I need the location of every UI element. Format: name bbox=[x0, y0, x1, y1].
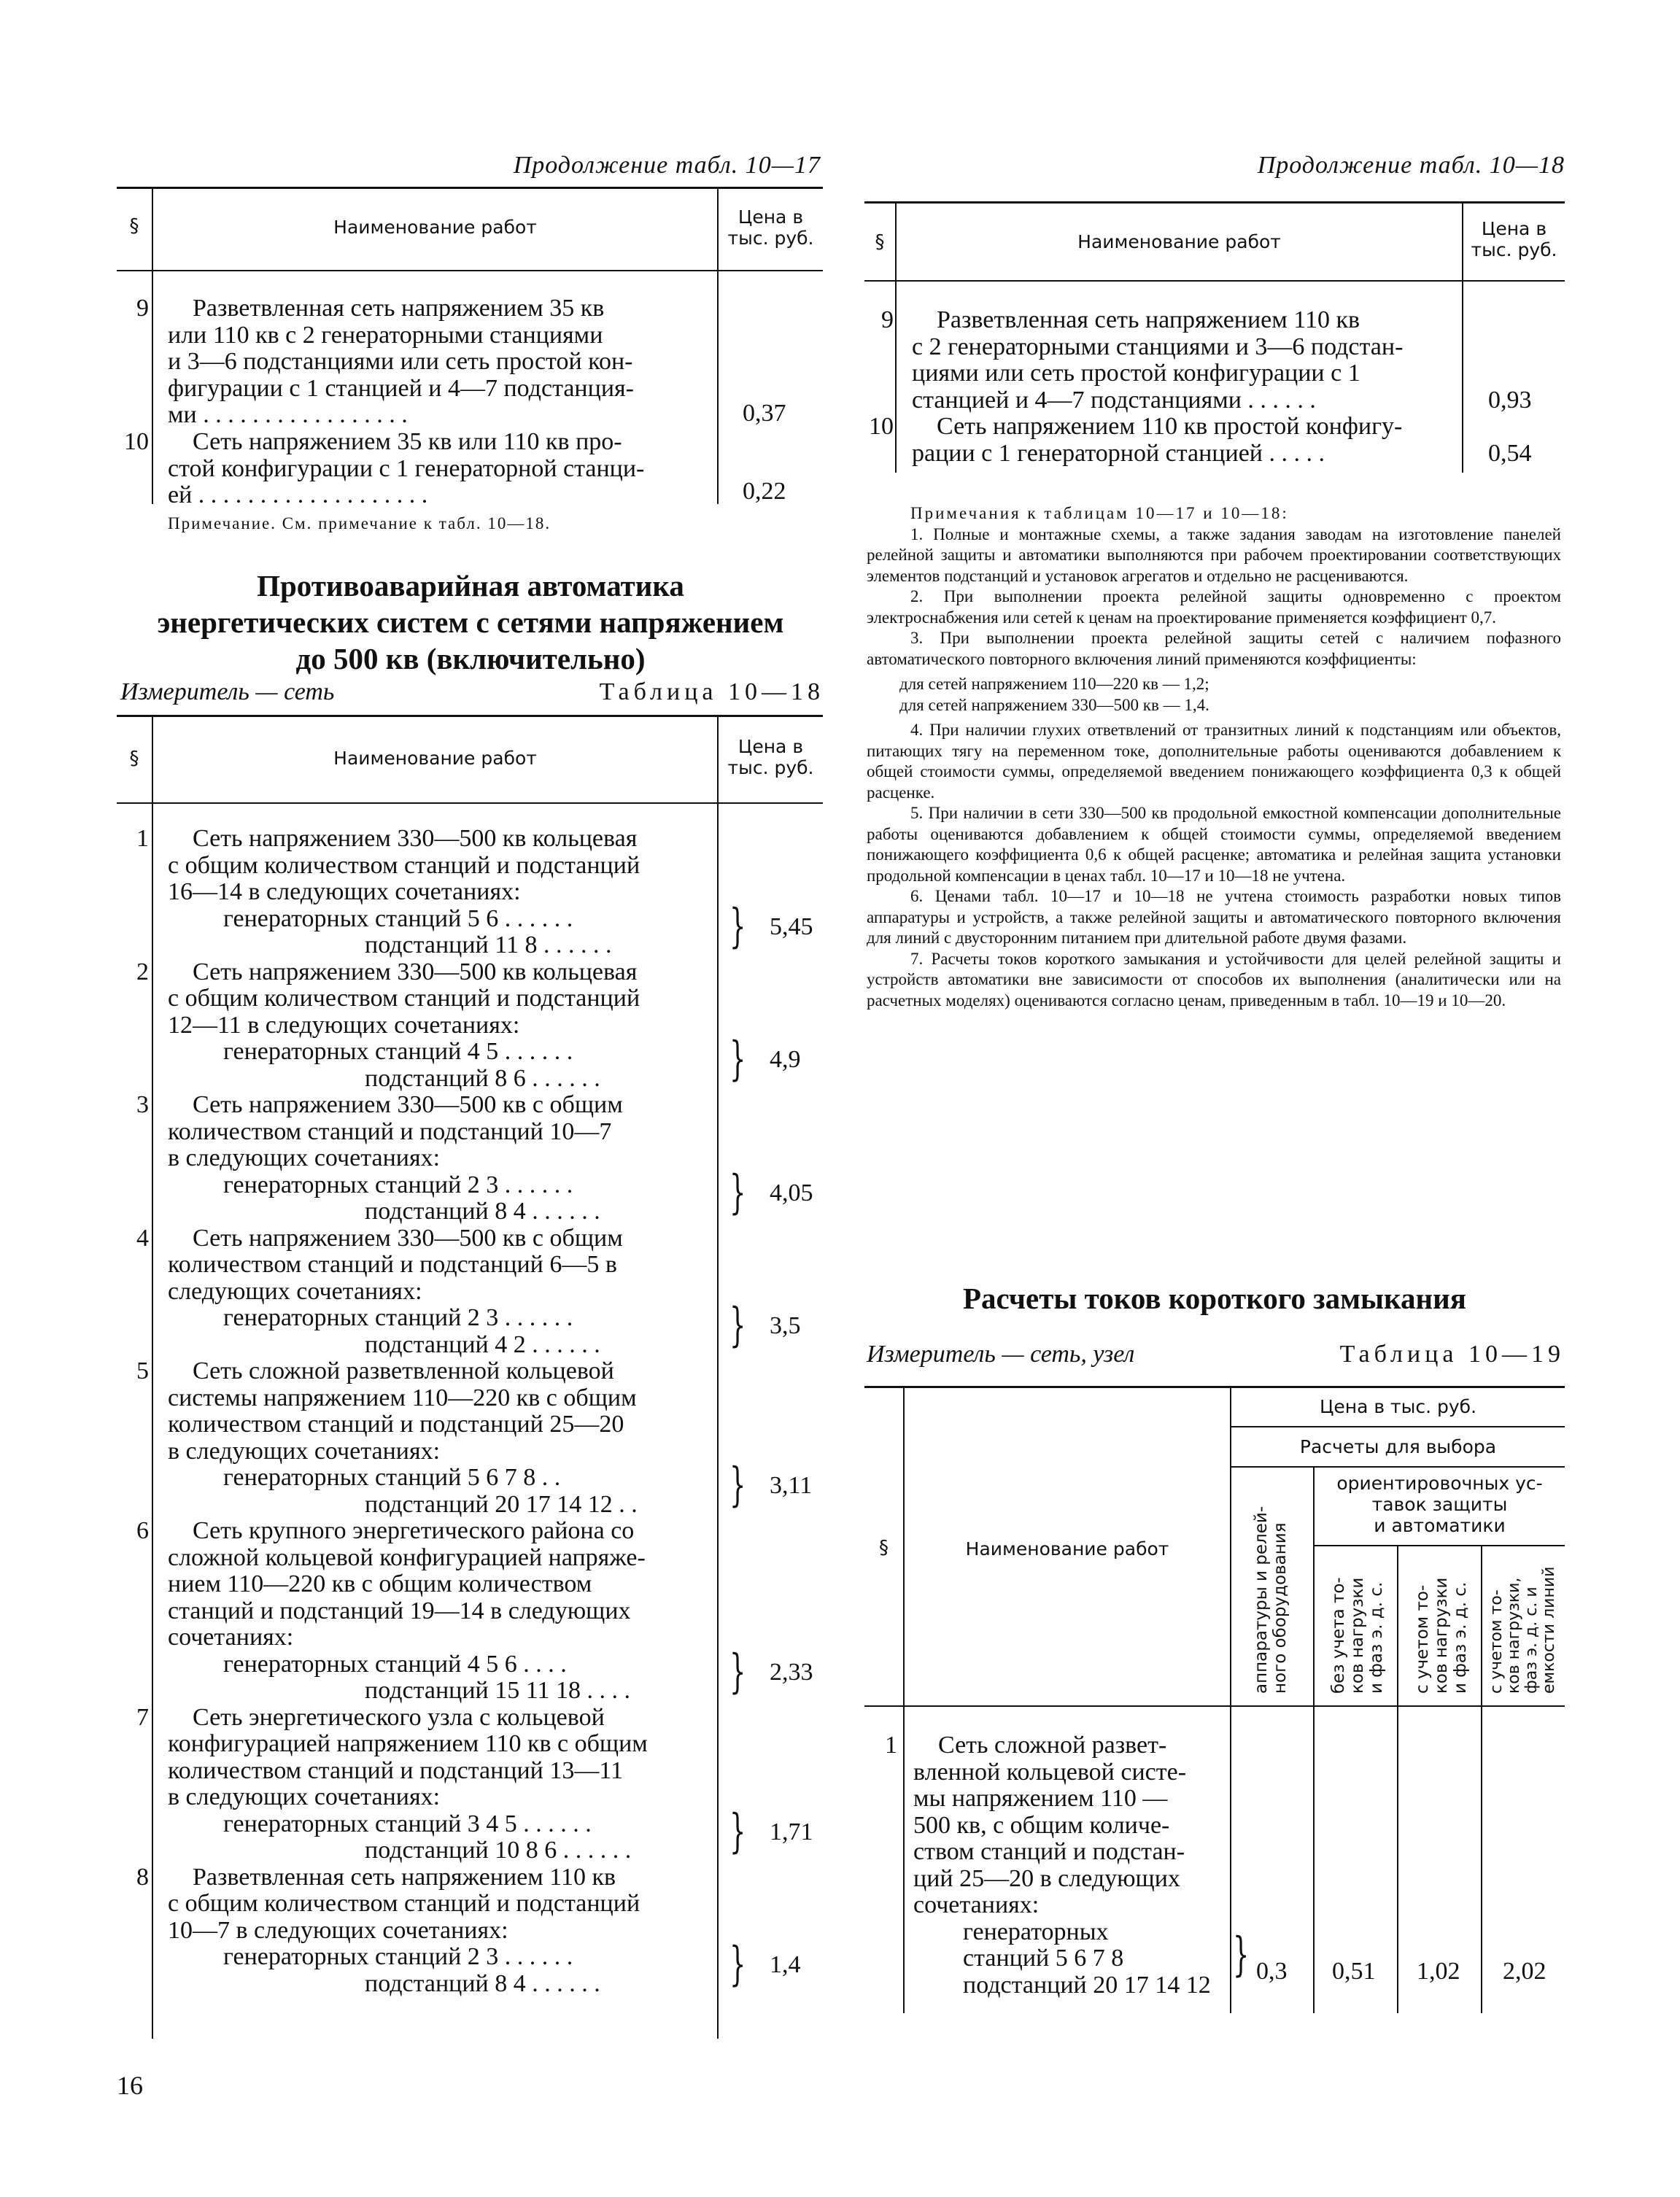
col-paragraph-header: § bbox=[129, 215, 139, 237]
section-title-10-18: Противоаварийная автоматика энергетических систем с сетями напряжением до 500 кв (включительно) bbox=[157, 569, 784, 675]
price-value: 4,9 bbox=[770, 1046, 801, 1073]
note-item: 4. При наличии глухих ответвлений от транзитных линий к подстанциям или объектов, питающих тягу на переменном токе, дополнительные работы оцениваются добавлением к общей стоимости суммы, определяемой введением понижающего коэффициента 0,3 к общей расценке. bbox=[867, 721, 1561, 802]
measure-label: Измеритель — сеть, узел bbox=[867, 1341, 1135, 1368]
calc-group-header: Расчеты для выбора bbox=[1299, 1436, 1497, 1457]
generator-stations-line: генераторных станций 5 6 7 8 . . bbox=[223, 1465, 561, 1491]
price-value: 3,11 bbox=[770, 1472, 813, 1499]
notes-title: Примечания к таблицам 10—17 и 10—18: bbox=[910, 504, 1289, 522]
settings-group-header: ориентировочных ус- тавок защиты и автоматики bbox=[1336, 1473, 1543, 1536]
section-title-10-19: Расчеты токов короткого замыкания bbox=[963, 1282, 1466, 1315]
table-row: Сеть напряжением 110 кв простой конфигу- рации с 1 генераторной станцией . . . . . bbox=[912, 413, 1403, 467]
table-row: Сеть энергетического узла с кольцевой конфигурацией напряжением 110 кв с общим количеством станций и подстанций 13—11 в следующих сочетаниях: генераторных станций 3 4 5 . . . . . . подстанций 10 8 6 . . . . . . bbox=[168, 1705, 711, 1864]
table-note: Примечание. См. примечание к табл. 10—18. bbox=[168, 514, 551, 532]
row-number: 7 bbox=[136, 1703, 149, 1731]
price-value: 1,71 bbox=[770, 1818, 813, 1845]
generator-stations-line: генераторных станций 5 6 . . . . . . bbox=[223, 905, 573, 932]
value-col-b: 1,02 bbox=[1417, 1958, 1460, 1985]
substations-line: подстанций 10 8 6 . . . . . . bbox=[365, 1837, 632, 1864]
continuation-label-10-18: Продолжение табл. 10—18 bbox=[1257, 152, 1565, 179]
col-equipment-header: аппаратуры и релей- ного оборудования bbox=[1252, 1506, 1290, 1694]
row-number: 9 bbox=[136, 295, 149, 322]
substations-line: подстанций 8 6 . . . . . . bbox=[365, 1065, 600, 1092]
substations-line: подстанций 15 11 18 . . . . bbox=[365, 1678, 630, 1704]
col-paragraph-header: § bbox=[875, 231, 885, 253]
brace-icon: } bbox=[729, 1298, 746, 1352]
table-row: Сеть напряжением 330—500 кв кольцевая с общим количеством станций и подстанций 12—11 в следующих сочетаниях: генераторных станций 4 5 . . . . . . подстанций 8 6 . . . . . . bbox=[168, 959, 711, 1093]
row-number: 9 bbox=[881, 306, 894, 333]
table-label-10-18: Таблица 10—18 bbox=[599, 678, 824, 705]
substations-line: подстанций 8 4 . . . . . . bbox=[365, 1970, 600, 1997]
price-value: 0,22 bbox=[743, 478, 786, 505]
generator-stations-line: генераторных станций 4 5 6 . . . . bbox=[223, 1651, 567, 1678]
note-item: 3. При выполнении проекта релейной защиты сетей с наличием пофазного автоматического повторного включения линий применяются коэффициенты: bbox=[867, 629, 1561, 668]
value-equipment: 0,3 bbox=[1256, 1958, 1288, 1985]
col-paragraph-header: § bbox=[129, 748, 139, 770]
col-price-header: Цена в тыс. руб. bbox=[727, 206, 814, 249]
row-number: 6 bbox=[136, 1517, 149, 1544]
note-item: для сетей напряжением 110—220 кв — 1,2; bbox=[899, 675, 1209, 693]
row-number: 1 bbox=[885, 1732, 897, 1759]
col-b-header: с учетом то- ков нагрузки и фаз э. д. с. bbox=[1413, 1577, 1470, 1694]
col-name-header: Наименование работ bbox=[333, 217, 537, 238]
col-price-header: Цена в тыс. руб. bbox=[727, 736, 814, 778]
brace-icon: } bbox=[1233, 1928, 1250, 1982]
brace-icon: } bbox=[729, 899, 746, 953]
value-col-c: 2,02 bbox=[1503, 1958, 1547, 1985]
row-number: 10 bbox=[124, 428, 149, 455]
generator-stations-line: генераторных станций 2 3 . . . . . . bbox=[223, 1171, 573, 1198]
brace-icon: } bbox=[729, 1458, 746, 1512]
price-value: 0,37 bbox=[743, 400, 786, 427]
page-number: 16 bbox=[117, 2071, 143, 2100]
price-value: 0,54 bbox=[1488, 440, 1532, 467]
table-row: Сеть напряжением 35 кв или 110 кв про- стой конфигурации с 1 генераторной станци- ей . . . . . . . . . . . . . . . . . . . bbox=[168, 428, 645, 508]
table-row: Сеть сложной разветвленной кольцевой системы напряжением 110—220 кв с общим количеством станций и подстанций 25—20 в следующих сочетаниях: генераторных станций 5 6 7 8 . . подстанций 20 17 14 12 . . bbox=[168, 1358, 711, 1518]
brace-icon: } bbox=[729, 1165, 746, 1220]
table-row: Сеть крупного энергетического района со сложной кольцевой конфигурацией напряже- нием 110—220 кв с общим количеством станций и подстанций 19—14 в следующих сочетаниях: генераторных станций 4 5 6 . . . . подстанций 15 11 18 . . . . bbox=[168, 1518, 711, 1705]
generator-stations-line: генераторных станций 2 3 . . . . . . bbox=[223, 1944, 573, 1970]
substations-line: подстанций 4 2 . . . . . . bbox=[365, 1331, 600, 1358]
col-paragraph-header: § bbox=[879, 1537, 889, 1559]
col-name-header: Наименование работ bbox=[965, 1538, 1169, 1559]
note-item: 5. При наличии в сети 330—500 кв продольной емкостной компенсации дополнительные работы оцениваются добавлением к общей стоимости суммы, определяемой введением понижающего коэффициента 0,6 к общей расценке; автоматика и релейная защита установки продольной компенсации в ценах табл. 10—17 и 10—18 не учтена. bbox=[867, 804, 1561, 885]
row-number: 8 bbox=[136, 1863, 149, 1891]
note-item: 1. Полные и монтажные схемы, а также задания заводам на изготовление панелей релейной защиты и автоматики выполняются при рабочем проектировании соответствующих элементов подстанций и установок агрегатов и отдельно не расцениваются. bbox=[867, 524, 1561, 585]
col-c-header: с учетом то- ков нагрузки, фаз э. д. с. и емкости линий bbox=[1487, 1566, 1558, 1694]
value-col-a: 0,51 bbox=[1332, 1958, 1376, 1985]
table-row: Разветвленная сеть напряжением 110 кв с общим количеством станций и подстанций 10—7 в следующих сочетаниях: генераторных станций 2 3 . . . . . . подстанций 8 4 . . . . . . bbox=[168, 1864, 711, 1998]
price-value: 4,05 bbox=[770, 1179, 813, 1206]
price-group-header: Цена в тыс. руб. bbox=[1319, 1396, 1477, 1417]
price-value: 2,33 bbox=[770, 1658, 813, 1686]
row-number: 2 bbox=[136, 958, 149, 985]
brace-icon: } bbox=[729, 1644, 746, 1699]
continuation-label-10-17: Продолжение табл. 10—17 bbox=[513, 152, 821, 179]
row-number: 1 bbox=[136, 825, 149, 852]
table-row: Сеть напряжением 330—500 кв с общим количеством станций и подстанций 6—5 в следующих сочетаниях: генераторных станций 2 3 . . . . . . подстанций 4 2 . . . . . . bbox=[168, 1225, 711, 1359]
substations-line: подстанций 20 17 14 12 . . bbox=[365, 1491, 638, 1518]
col-a-header: без учета то- ков нагрузки и фаз э. д. с. bbox=[1329, 1577, 1386, 1694]
generator-stations-line: генераторных станций 4 5 . . . . . . bbox=[223, 1039, 573, 1065]
table-row: Разветвленная сеть напряжением 35 кв или 110 кв с 2 генераторными станциями и 3—6 подстанциями или сеть простой кон- фигурации с 1 станцией и 4—7 подстанция- ми . . . . . . . . . . . . . . . . . bbox=[168, 295, 634, 428]
substations-line: подстанций 11 8 . . . . . . bbox=[365, 932, 612, 958]
brace-icon: } bbox=[729, 1937, 746, 1991]
table-row: Сеть сложной развет- вленной кольцевой систе- мы напряжением 110 — 500 кв, с общим количе- ством станций и подстан- ций 25—20 в следующих сочетаниях: генераторных станций 5 6 7 8 подстанций 20 17 14 12 bbox=[913, 1732, 1211, 1999]
col-name-header: Наименование работ bbox=[333, 748, 537, 769]
table-label-10-19: Таблица 10—19 bbox=[1339, 1341, 1565, 1368]
price-value: 3,5 bbox=[770, 1312, 801, 1339]
substations-line: подстанций 8 4 . . . . . . bbox=[365, 1198, 600, 1225]
note-item: 7. Расчеты токов короткого замыкания и устойчивости для целей релейной защиты и устройств автоматики вне зависимости от способов их выполнения (аналитически или на расчетных моделях) оцениваются согласно ценам, приведенным в табл. 10—19 и 10—20. bbox=[867, 949, 1561, 1010]
table-row: Сеть напряжением 330—500 кв кольцевая с общим количеством станций и подстанций 16—14 в следующих сочетаниях: генераторных станций 5 6 . . . . . . подстанций 11 8 . . . . . . bbox=[168, 826, 711, 959]
price-value: 5,45 bbox=[770, 912, 813, 940]
table-row: Разветвленная сеть напряжением 110 кв с 2 генераторными станциями и 3—6 подстан- циями или сеть простой конфигурации с 1 станцией и 4—7 подстанциями . . . . . . bbox=[912, 306, 1404, 414]
row-number: 10 bbox=[869, 413, 894, 440]
price-value: 0,93 bbox=[1488, 387, 1532, 414]
col-price-header: Цена в тыс. руб. bbox=[1471, 218, 1557, 260]
row-number: 5 bbox=[136, 1357, 149, 1384]
brace-icon: } bbox=[729, 1032, 746, 1086]
table-row: Сеть напряжением 330—500 кв с общим количеством станций и подстанций 10—7 в следующих сочетаниях: генераторных станций 2 3 . . . . . . подстанций 8 4 . . . . . . bbox=[168, 1092, 711, 1225]
note-item: 6. Ценами табл. 10—17 и 10—18 не учтена стоимость разработки новых типов аппаратуры и устройств, а также релейной защиты и автоматического повторного включения для линий с двусторонним питанием при длительной работе двумя фазами. bbox=[867, 887, 1561, 947]
brace-icon: } bbox=[729, 1804, 746, 1859]
generator-stations-line: генераторных станций 3 4 5 . . . . . . bbox=[223, 1810, 592, 1837]
notes-block bbox=[867, 503, 1561, 1011]
generator-stations-line: генераторных станций 2 3 . . . . . . bbox=[223, 1305, 573, 1331]
measure-label: Измеритель — сеть bbox=[120, 678, 335, 705]
note-item: для сетей напряжением 330—500 кв — 1,4. bbox=[899, 695, 1209, 714]
row-number: 4 bbox=[136, 1224, 149, 1252]
col-name-header: Наименование работ bbox=[1077, 231, 1281, 252]
note-item: 2. При выполнении проекта релейной защиты одновременно с проектом электроснабжения или сетей к ценам на проектирование применяется коэффициент 0,7. bbox=[867, 587, 1561, 627]
price-value: 1,4 bbox=[770, 1951, 801, 1978]
row-number: 3 bbox=[136, 1091, 149, 1118]
